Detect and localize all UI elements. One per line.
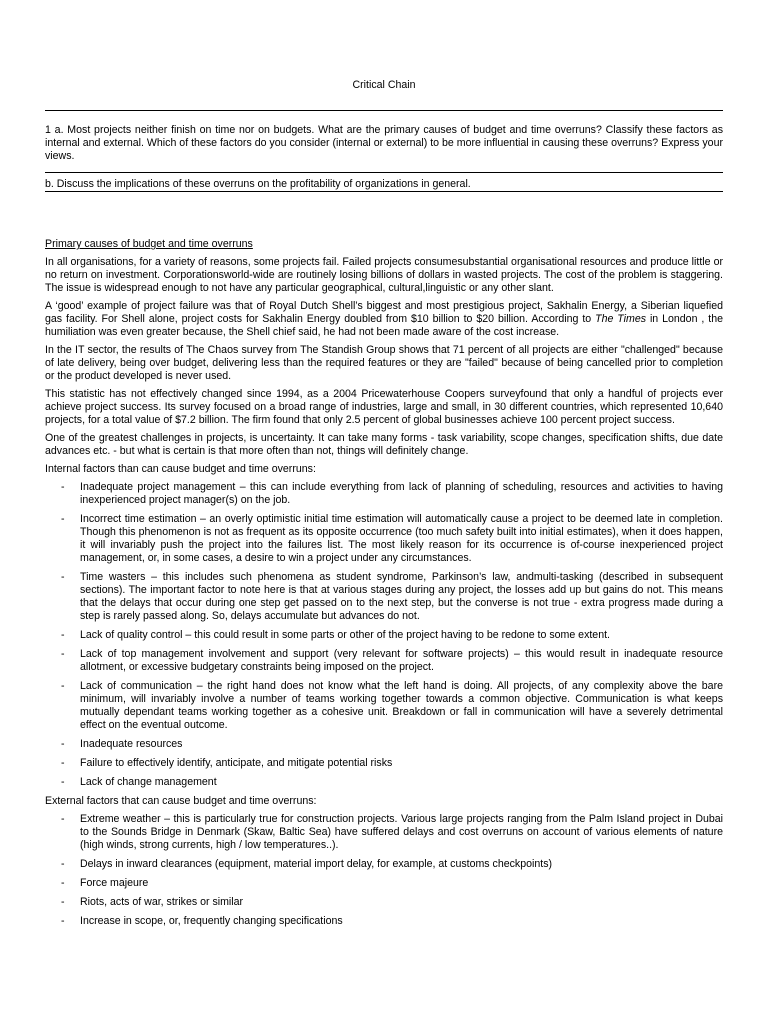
list-item: - Inadequate project management – this can include everything from lack of planning of scheduling, resources and activities to having inexperienced project manager(s) on the job. [61,481,723,506]
list-item: - Lack of change management [61,776,217,788]
paragraph-3: In the IT sector, the results of The Chaos survey from The Standish Group shows that 71 percent of all projects are either "challenged" because of late delivery, being over budget, delivering less than the required features or they are "failed" because of being cancelled prior to completion or the product developed is never used. [45,344,723,382]
paragraph-1: In all organisations, for a variety of reasons, some projects fail. Failed projects consumesubstantial organisational resources and produce little or no return on investment. Corporationsworld-wide are routinely losing billions of dollars in wasted projects. The cost of the problem is staggering. The issue is widespread enough to not have any particular geographical, cultural,linguistic or any other slant. [45,256,723,294]
divider-bottom [45,191,723,192]
page-title: Critical Chain [352,79,416,91]
list-item: - Delays in inward clearances (equipment, material import delay, for example, at customs checkpoints) [61,858,553,870]
list-item: - Riots, acts of war, strikes or similar [61,896,244,908]
paragraph-5: One of the greatest challenges in projects, is uncertainty. It can take many forms - task variability, scope changes, specification shifts, due date advances etc. - but what is certain is that more often than not, things will definitely change. [45,432,723,457]
divider-top [45,110,723,111]
times-citation: The Times [595,313,647,325]
divider-middle [45,172,723,173]
list-item: - Lack of communication – the right hand does not know what the left hand is doing. All projects, of any complexity above the bare minimum, will invariably involve a number of teams working together towards a common objective. Communication is what keeps mutually dependant teams working together as a cohesive unit. Breakdown or fall in communication will have a severely detrimental effect on the eventual outcome. [61,680,723,731]
external-factors-heading: External factors that can cause budget and time overruns: [45,795,317,807]
list-item: - Incorrect time estimation – an overly optimistic initial time estimation will automatically cause a project to be deemed late in completion. Though this phenomenon is not as frequent as its opposite occurrence (too much safety built into initial estimates), when it does happen, it will invariably push the project into the failures list. The most likely reason for its occurrence is of-course inexperienced project management, or, in some cases, a desire to win a project under any circumstances. [61,513,723,564]
list-item: - Lack of top management involvement and support (very relevant for software projects) – this would result in inadequate resource allotment, or excessive budgetary constraints being imposed on the project. [61,648,723,673]
paragraph-4: This statistic has not effectively changed since 1994, as a 2004 Pricewaterhouse Coopers surveyfound that only a handful of projects ever achieve project success. Its survey focused on a broad range of industries, large and small, in 30 different countries, which represented 10,640 projects, for a total value of $7.2 billion. The firm found that only 2.5 percent of global businesses achieve 100 percent project success. [45,388,723,426]
external-factors-list [45,813,723,928]
paragraph-2: A ‘good’ example of project failure was that of Royal Dutch Shell’s biggest and most prestigious project, Sakhalin Energy, a Siberian liquefied gas facility. For Shell alone, project costs for Sakhalin Energy doubled from $10 billion to $20 billion. According to The Times in London , the humiliation was even greater because, the Shell chief said, he had not been made aware of the cost increase. [45,300,723,338]
list-item: - Extreme weather – this is particularly true for construction projects. Various large projects ranging from the Palm Island project in Dubai to the Sounds Bridge in Denmark (Skaw, Baltic Sea) have suffered delays and cost overruns on account of various elements of nature (high winds, strong currents, high / low temperatures..). [61,813,723,851]
question-a: 1 a. Most projects neither finish on time nor on budgets. What are the primary causes of budget and time overruns? Classify these factors as internal and external. Which of these factors do you consider (internal or external) to be more influential in causing these overruns? Express your views. [45,124,723,162]
list-item: - Increase in scope, or, frequently changing specifications [61,915,343,927]
list-item: - Failure to effectively identify, anticipate, and mitigate potential risks [61,757,393,769]
document-body [45,238,723,934]
section-heading: Primary causes of budget and time overruns [45,238,253,250]
list-item: - Inadequate resources [61,738,183,750]
list-item: - Force majeure [61,877,149,889]
internal-factors-heading: Internal factors than can cause budget and time overruns: [45,463,316,475]
question-b: b. Discuss the implications of these overruns on the profitability of organizations in general. [45,178,471,190]
list-item: - Lack of quality control – this could result in some parts or other of the project having to be redone to some extent. [61,629,610,641]
internal-factors-list [45,481,723,789]
list-item: - Time wasters – this includes such phenomena as student syndrome, Parkinson’s law, andmulti-tasking (described in subsequent sections). The important factor to note here is that at various stages during any project, the losses add up but gains do not. This means that the delays that occur during one step get passed on to the next step, but the converse is not true - extra progress made during a step is rarely passed along. So, delays accumulate but advances do not. [61,571,723,622]
